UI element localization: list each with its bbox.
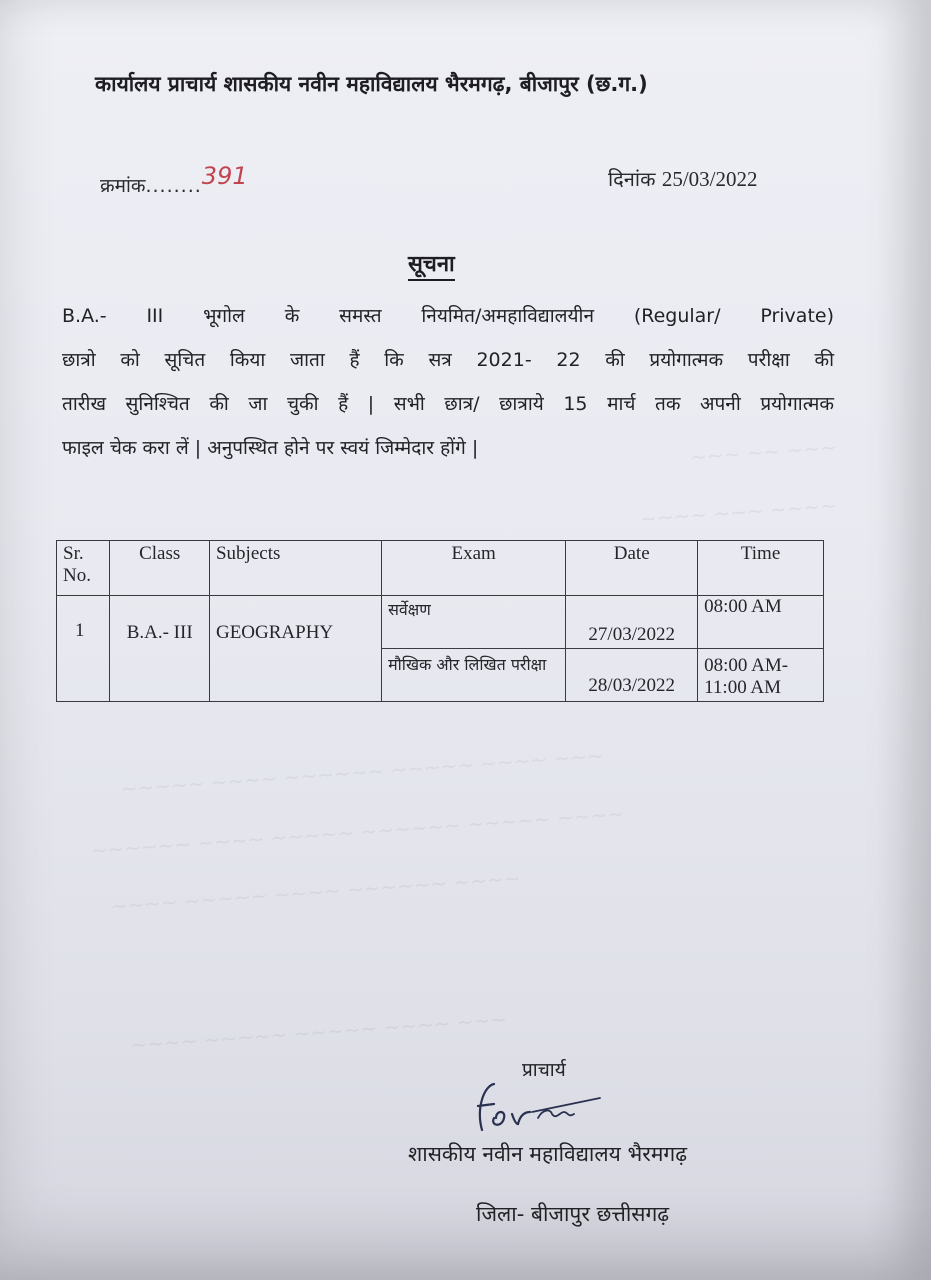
handwritten-reference-number: 391 <box>201 162 248 190</box>
table-header-row <box>57 541 824 596</box>
cell-exam-date: 27/03/2022 <box>566 596 698 649</box>
institution-name: शासकीय नवीन महाविद्यालय भैरमगढ़ <box>408 1142 688 1166</box>
cell-subject: GEOGRAPHY <box>209 596 381 702</box>
notice-line: फाइल चेक करा लें | अनुपस्थित होने पर स्वयं जिम्मेदार होंगे | <box>62 437 479 459</box>
cell-exam-name: सर्वेक्षण <box>382 596 566 649</box>
office-header: कार्यालय प्राचार्य शासकीय नवीन महाविद्यालय भैरमगढ़, बीजापुर (छ.ग.) <box>95 72 648 96</box>
header-subjects: Subjects <box>209 541 381 596</box>
handwritten-signature <box>460 1068 610 1148</box>
cell-sr-no: 1 <box>57 596 110 702</box>
issue-date <box>608 165 757 192</box>
cell-exam-time: 08:00 AM <box>698 596 824 649</box>
header-sr-no: Sr. No. <box>57 541 110 596</box>
date-value: 25/03/2022 <box>661 167 758 191</box>
header-time: Time <box>698 541 824 596</box>
notice-line: तारीख सुनिश्चित की जा चुकी हैं | सभी छात्र/ छात्राये 15 मार्च तक अपनी प्रयोगात्मक <box>62 393 834 415</box>
bleed-through-text: ~~~~~~ ~~~~ ~~~~~ ~~~~~~ ~~~~~ ~~~~ <box>89 801 625 863</box>
exam-schedule-table <box>56 540 824 702</box>
notice-line: छात्रो को सूचित किया जाता हैं कि सत्र 2021- 22 की प्रयोगात्मक परीक्षा की <box>62 349 834 371</box>
cell-exam-date: 28/03/2022 <box>566 649 698 702</box>
cell-exam-name: मौखिक और लिखित परीक्षा <box>382 649 566 702</box>
reference-dots: ........ <box>145 175 202 197</box>
institution-district: जिला- बीजापुर छत्तीसगढ़ <box>476 1202 670 1226</box>
principal-title: प्राचार्य <box>522 1059 566 1081</box>
reference-label: क्रमांक <box>100 175 146 197</box>
date-label: दिनांक <box>608 167 656 191</box>
bleed-through-text: ~~~~ ~~~~~ ~~~~~ ~~~~ ~~~ <box>129 1006 508 1058</box>
bleed-through-text: ~~~~ ~~~~~ ~~~~ ~~~~~~ ~~~~ <box>109 865 522 919</box>
table-row <box>57 596 824 649</box>
reference-number <box>100 162 248 198</box>
bleed-through-text: ~~~ ~~ ~~~ <box>689 434 838 470</box>
notice-title: सूचना <box>408 248 455 281</box>
notice-line: B.A.- III भूगोल के समस्त नियमित/अमहाविद्यालयीन (Regular/ Private) <box>62 305 834 327</box>
header-class: Class <box>110 541 210 596</box>
bleed-through-text: ~~~~ ~~~ ~~~~ <box>639 493 838 531</box>
cell-class: B.A.- III <box>110 596 210 702</box>
header-date: Date <box>566 541 698 596</box>
notice-body <box>62 294 834 470</box>
header-exam: Exam <box>382 541 566 596</box>
cell-exam-time: 08:00 AM- 11:00 AM <box>698 649 824 702</box>
bleed-through-text: ~~~~~ ~~~~ ~~~~~~ ~~~~~ ~~~~ ~~~ <box>119 743 605 801</box>
